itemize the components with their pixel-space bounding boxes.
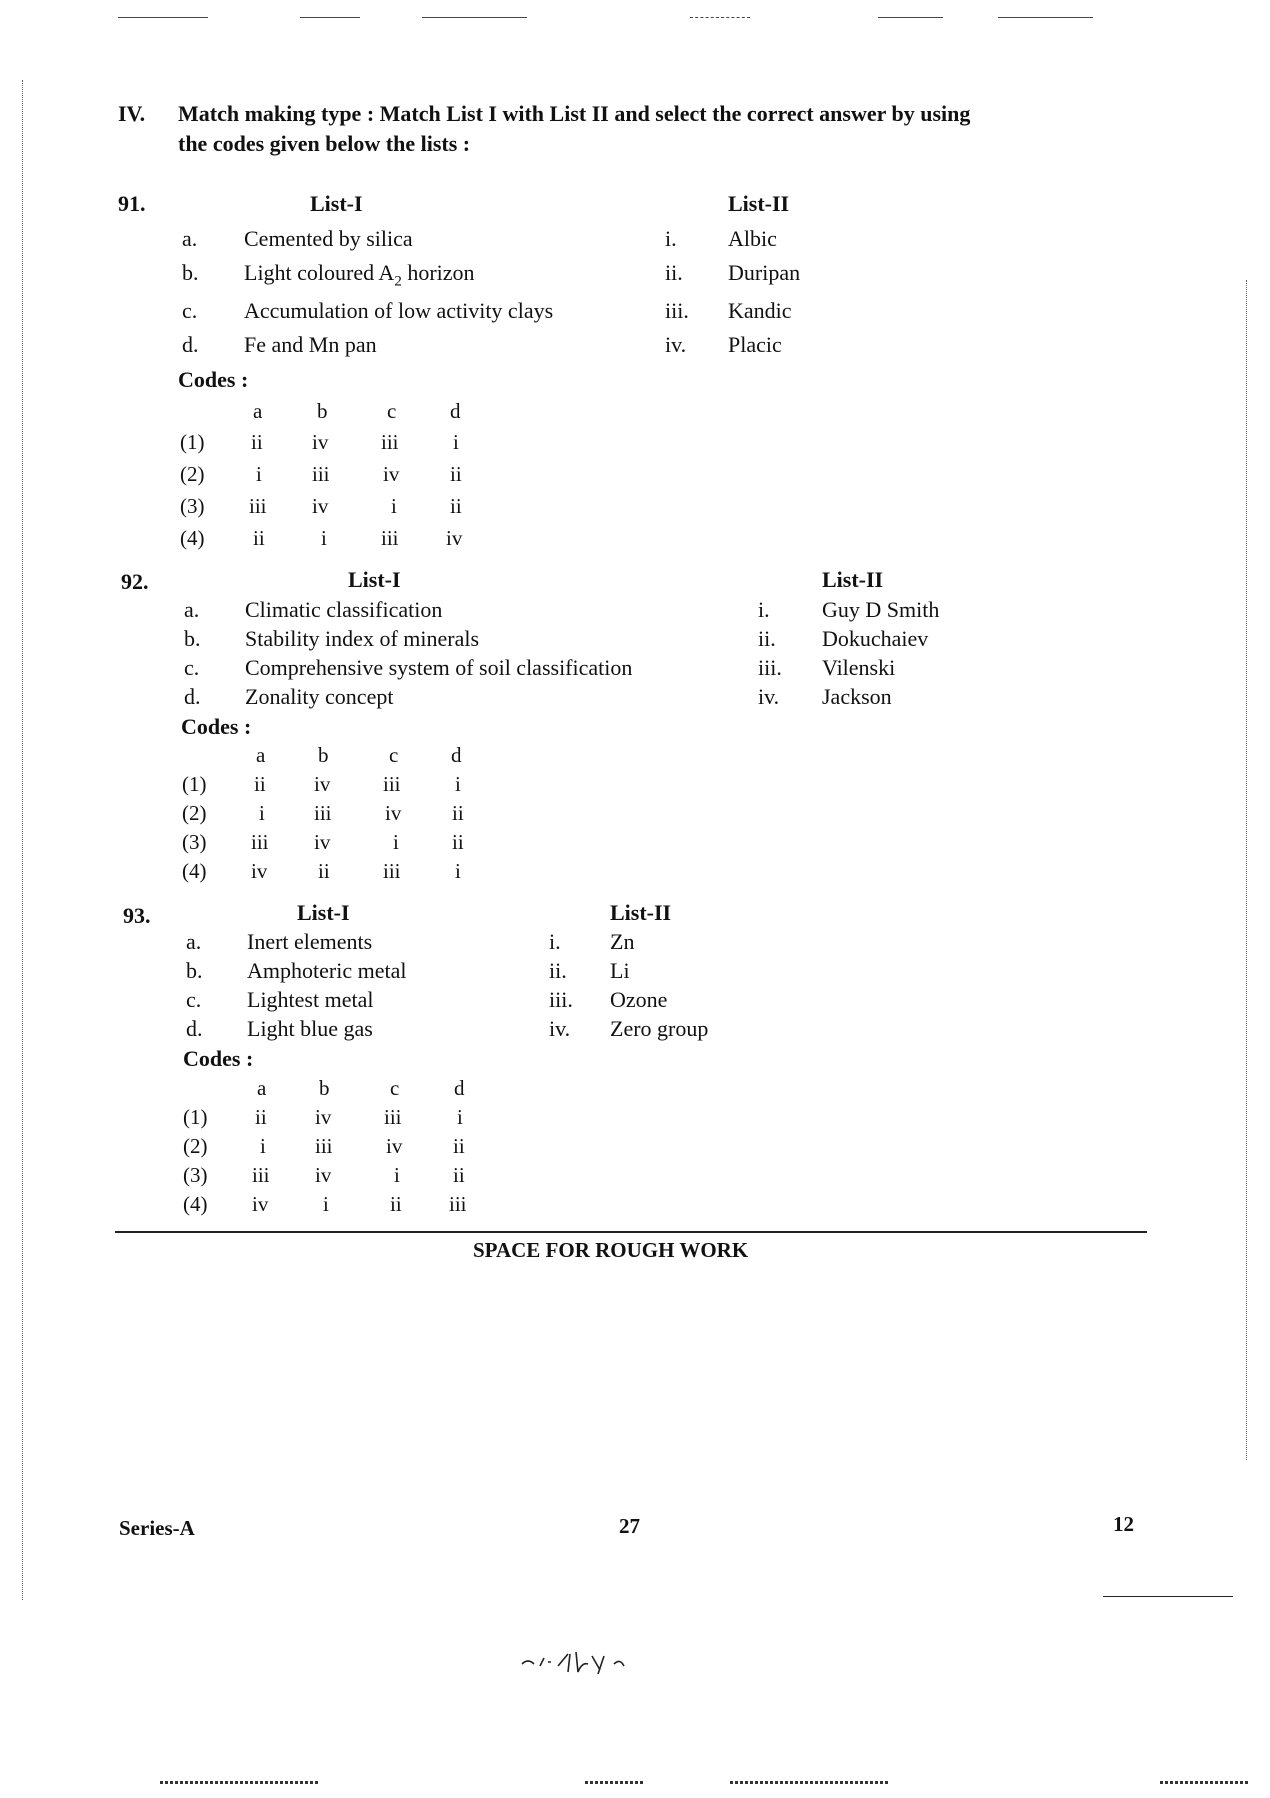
list1-label: a.: [182, 226, 198, 251]
option-cell: iv: [315, 1105, 332, 1129]
option-cell: iv: [386, 1134, 403, 1158]
list2-item: Zn: [610, 929, 635, 954]
option-cell: iii: [252, 1163, 270, 1187]
option-cell: iv: [312, 494, 329, 518]
option-cell: iv: [446, 526, 463, 550]
option-cell: i: [453, 430, 459, 454]
list1-item-text: Light coloured A: [244, 260, 395, 285]
list2-item: Placic: [728, 332, 782, 357]
option-cell: iii: [449, 1192, 467, 1216]
list2-label: iv.: [549, 1016, 571, 1041]
list1-header: List-I: [297, 900, 350, 925]
list1-label: a.: [184, 597, 200, 622]
option-number: (1): [183, 1105, 208, 1129]
option-cell: ii: [318, 859, 330, 883]
footer-page-number: 27: [619, 1514, 640, 1538]
list2-item: Zero group: [610, 1016, 709, 1041]
option-number: (3): [183, 1163, 208, 1187]
list1-label: b.: [182, 260, 199, 285]
codes-label: Codes :: [178, 367, 249, 392]
bottom-scan-mark: [1160, 1781, 1250, 1784]
list2-item: Guy D Smith: [822, 597, 940, 622]
option-cell: iii: [383, 772, 401, 796]
option-cell: ii: [450, 494, 462, 518]
option-number: (1): [182, 772, 207, 796]
option-cell: ii: [453, 1163, 465, 1187]
list2-label: i.: [758, 597, 770, 622]
footer-series: Series-A: [119, 1516, 195, 1540]
list1-item-subscript: 2: [394, 273, 402, 290]
bottom-scan-mark: [160, 1781, 320, 1784]
option-cell: iv: [383, 462, 400, 486]
codes-col-d: d: [454, 1076, 465, 1100]
right-scan-edge: [1246, 280, 1247, 1460]
option-cell: i: [323, 1192, 329, 1216]
option-number: (3): [182, 830, 207, 854]
list2-item: Duripan: [728, 260, 801, 285]
option-cell: iii: [381, 430, 399, 454]
list2-label: i.: [549, 929, 561, 954]
list1-label: a.: [186, 929, 202, 954]
option-cell: iii: [381, 526, 399, 550]
list2-item: Ozone: [610, 987, 668, 1012]
option-cell: i: [455, 859, 461, 883]
option-cell: iv: [314, 772, 331, 796]
footer-right-rule: [1103, 1596, 1233, 1597]
codes-label: Codes :: [181, 714, 252, 739]
codes-col-d: d: [451, 743, 462, 767]
option-cell: i: [259, 801, 265, 825]
option-cell: ii: [253, 526, 265, 550]
option-cell: ii: [452, 801, 464, 825]
list2-label: ii.: [758, 626, 776, 651]
bottom-scan-mark: [585, 1781, 645, 1784]
section-roman: IV.: [118, 101, 146, 126]
question-number: 91.: [118, 191, 146, 216]
list2-item: Jackson: [822, 684, 892, 709]
list2-header: List-II: [610, 900, 672, 925]
list2-label: iv.: [758, 684, 780, 709]
option-cell: i: [394, 1163, 400, 1187]
handwritten-scribble: [518, 1644, 648, 1684]
option-cell: iv: [385, 801, 402, 825]
question-number: 93.: [123, 903, 151, 928]
rough-work-divider: [115, 1231, 1147, 1233]
list1-header: List-I: [348, 567, 401, 592]
option-cell: iii: [251, 830, 269, 854]
list1-item: [244, 260, 475, 290]
option-cell: i: [457, 1105, 463, 1129]
option-number: (2): [180, 462, 205, 486]
list2-label: ii.: [665, 260, 683, 285]
rough-work-label: SPACE FOR ROUGH WORK: [473, 1238, 749, 1262]
list1-item: Lightest metal: [247, 987, 374, 1012]
option-cell: ii: [255, 1105, 267, 1129]
list1-item: Fe and Mn pan: [244, 332, 377, 357]
option-cell: i: [391, 494, 397, 518]
list2-label: iv.: [665, 332, 687, 357]
list1-label: c.: [186, 987, 202, 1012]
option-number: (4): [182, 859, 207, 883]
option-cell: iv: [315, 1163, 332, 1187]
list2-label: iii.: [665, 298, 689, 323]
option-cell: iii: [249, 494, 267, 518]
list1-item: Inert elements: [247, 929, 373, 954]
codes-col-b: b: [319, 1076, 330, 1100]
footer-right-number: 12: [1113, 1512, 1134, 1536]
bottom-scan-mark: [730, 1781, 890, 1784]
option-number: (2): [183, 1134, 208, 1158]
list2-item: Li: [610, 958, 630, 983]
option-cell: iii: [314, 801, 332, 825]
option-cell: i: [455, 772, 461, 796]
list1-item-text-end: horizon: [401, 260, 475, 285]
option-number: (4): [180, 526, 205, 550]
codes-label: Codes :: [183, 1046, 254, 1071]
codes-col-b: b: [317, 399, 328, 423]
list1-label: d.: [184, 684, 201, 709]
codes-col-d: d: [450, 399, 461, 423]
option-cell: ii: [453, 1134, 465, 1158]
option-cell: ii: [251, 430, 263, 454]
list1-item: Cemented by silica: [244, 226, 413, 251]
list1-header: List-I: [310, 191, 363, 216]
list2-item: Albic: [728, 226, 777, 251]
list1-item: Light blue gas: [247, 1016, 373, 1041]
option-cell: ii: [452, 830, 464, 854]
option-number: (4): [183, 1192, 208, 1216]
list2-label: i.: [665, 226, 677, 251]
option-cell: i: [260, 1134, 266, 1158]
option-cell: iv: [312, 430, 329, 454]
option-cell: i: [321, 526, 327, 550]
option-number: (3): [180, 494, 205, 518]
list2-label: ii.: [549, 958, 567, 983]
list2-label: iii.: [758, 655, 782, 680]
option-cell: iii: [315, 1134, 333, 1158]
list2-header: List-II: [728, 191, 790, 216]
codes-col-a: a: [256, 743, 266, 767]
option-cell: iv: [252, 1192, 269, 1216]
option-number: (2): [182, 801, 207, 825]
codes-col-c: c: [387, 399, 397, 423]
option-cell: ii: [254, 772, 266, 796]
list2-header: List-II: [822, 567, 884, 592]
list1-item: Comprehensive system of soil classification: [245, 655, 633, 680]
option-cell: i: [393, 830, 399, 854]
option-cell: iv: [251, 859, 268, 883]
list2-item: Kandic: [728, 298, 792, 323]
option-cell: iii: [384, 1105, 402, 1129]
option-cell: i: [256, 462, 262, 486]
list1-label: d.: [182, 332, 199, 357]
codes-col-c: c: [389, 743, 399, 767]
left-scan-edge: [22, 80, 23, 1600]
option-number: (1): [180, 430, 205, 454]
list1-label: d.: [186, 1016, 203, 1041]
option-cell: ii: [450, 462, 462, 486]
list1-item: Climatic classification: [245, 597, 443, 622]
list1-label: c.: [182, 298, 198, 323]
list1-label: c.: [184, 655, 200, 680]
section-instruction-line1: Match making type : Match List I with List II and select the correct answer by using: [178, 101, 971, 126]
codes-col-b: b: [318, 743, 329, 767]
section-instruction-line2: the codes given below the lists :: [178, 131, 471, 156]
list1-label: b.: [184, 626, 201, 651]
option-cell: iii: [312, 462, 330, 486]
option-cell: iii: [383, 859, 401, 883]
list1-item: Amphoteric metal: [247, 958, 407, 983]
codes-col-a: a: [257, 1076, 267, 1100]
codes-col-c: c: [390, 1076, 400, 1100]
list1-label: b.: [186, 958, 203, 983]
codes-col-a: a: [253, 399, 263, 423]
list1-item: Zonality concept: [245, 684, 394, 709]
list2-label: iii.: [549, 987, 573, 1012]
list2-item: Vilenski: [822, 655, 896, 680]
option-cell: iv: [314, 830, 331, 854]
question-number: 92.: [121, 569, 149, 594]
list1-item: Stability index of minerals: [245, 626, 480, 651]
option-cell: ii: [390, 1192, 402, 1216]
list1-item: Accumulation of low activity clays: [244, 298, 554, 323]
list2-item: Dokuchaiev: [822, 626, 929, 651]
